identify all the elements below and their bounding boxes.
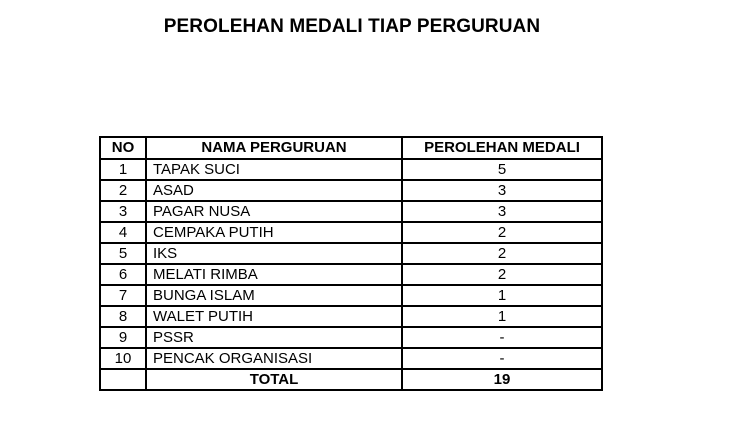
- row-no: 2: [100, 180, 146, 201]
- table-row: [100, 159, 602, 180]
- row-medal: -: [402, 327, 602, 348]
- header-no: NO: [100, 137, 146, 159]
- row-medal: 5: [402, 159, 602, 180]
- total-label: TOTAL: [146, 369, 402, 390]
- medal-table: [99, 136, 603, 391]
- row-medal: 2: [402, 243, 602, 264]
- row-name: BUNGA ISLAM: [146, 285, 402, 306]
- header-medal: PEROLEHAN MEDALI: [402, 137, 602, 159]
- row-no: 8: [100, 306, 146, 327]
- page-title: PEROLEHAN MEDALI TIAP PERGURUAN: [163, 16, 541, 37]
- row-no: 4: [100, 222, 146, 243]
- table-row: [100, 201, 602, 222]
- row-name: WALET PUTIH: [146, 306, 402, 327]
- table-row: [100, 285, 602, 306]
- row-medal: -: [402, 348, 602, 369]
- table-row: [100, 180, 602, 201]
- row-no: 6: [100, 264, 146, 285]
- row-name: IKS: [146, 243, 402, 264]
- row-no: 5: [100, 243, 146, 264]
- row-name: MELATI RIMBA: [146, 264, 402, 285]
- table-row: [100, 243, 602, 264]
- row-medal: 2: [402, 264, 602, 285]
- row-no: 10: [100, 348, 146, 369]
- row-no: 3: [100, 201, 146, 222]
- row-name: PSSR: [146, 327, 402, 348]
- total-row: [100, 369, 602, 390]
- table-row: [100, 222, 602, 243]
- table-header-row: [100, 137, 602, 159]
- row-name: PAGAR NUSA: [146, 201, 402, 222]
- row-medal: 1: [402, 285, 602, 306]
- row-no: 1: [100, 159, 146, 180]
- row-medal: 3: [402, 201, 602, 222]
- row-name: CEMPAKA PUTIH: [146, 222, 402, 243]
- row-medal: 3: [402, 180, 602, 201]
- table-row: [100, 264, 602, 285]
- total-value: 19: [402, 369, 602, 390]
- total-empty-cell: [100, 369, 146, 390]
- table-row: [100, 306, 602, 327]
- table-row: [100, 327, 602, 348]
- row-medal: 2: [402, 222, 602, 243]
- row-name: TAPAK SUCI: [146, 159, 402, 180]
- header-name: NAMA PERGURUAN: [146, 137, 402, 159]
- row-name: PENCAK ORGANISASI: [146, 348, 402, 369]
- row-name: ASAD: [146, 180, 402, 201]
- row-medal: 1: [402, 306, 602, 327]
- row-no: 9: [100, 327, 146, 348]
- row-no: 7: [100, 285, 146, 306]
- table-row: [100, 348, 602, 369]
